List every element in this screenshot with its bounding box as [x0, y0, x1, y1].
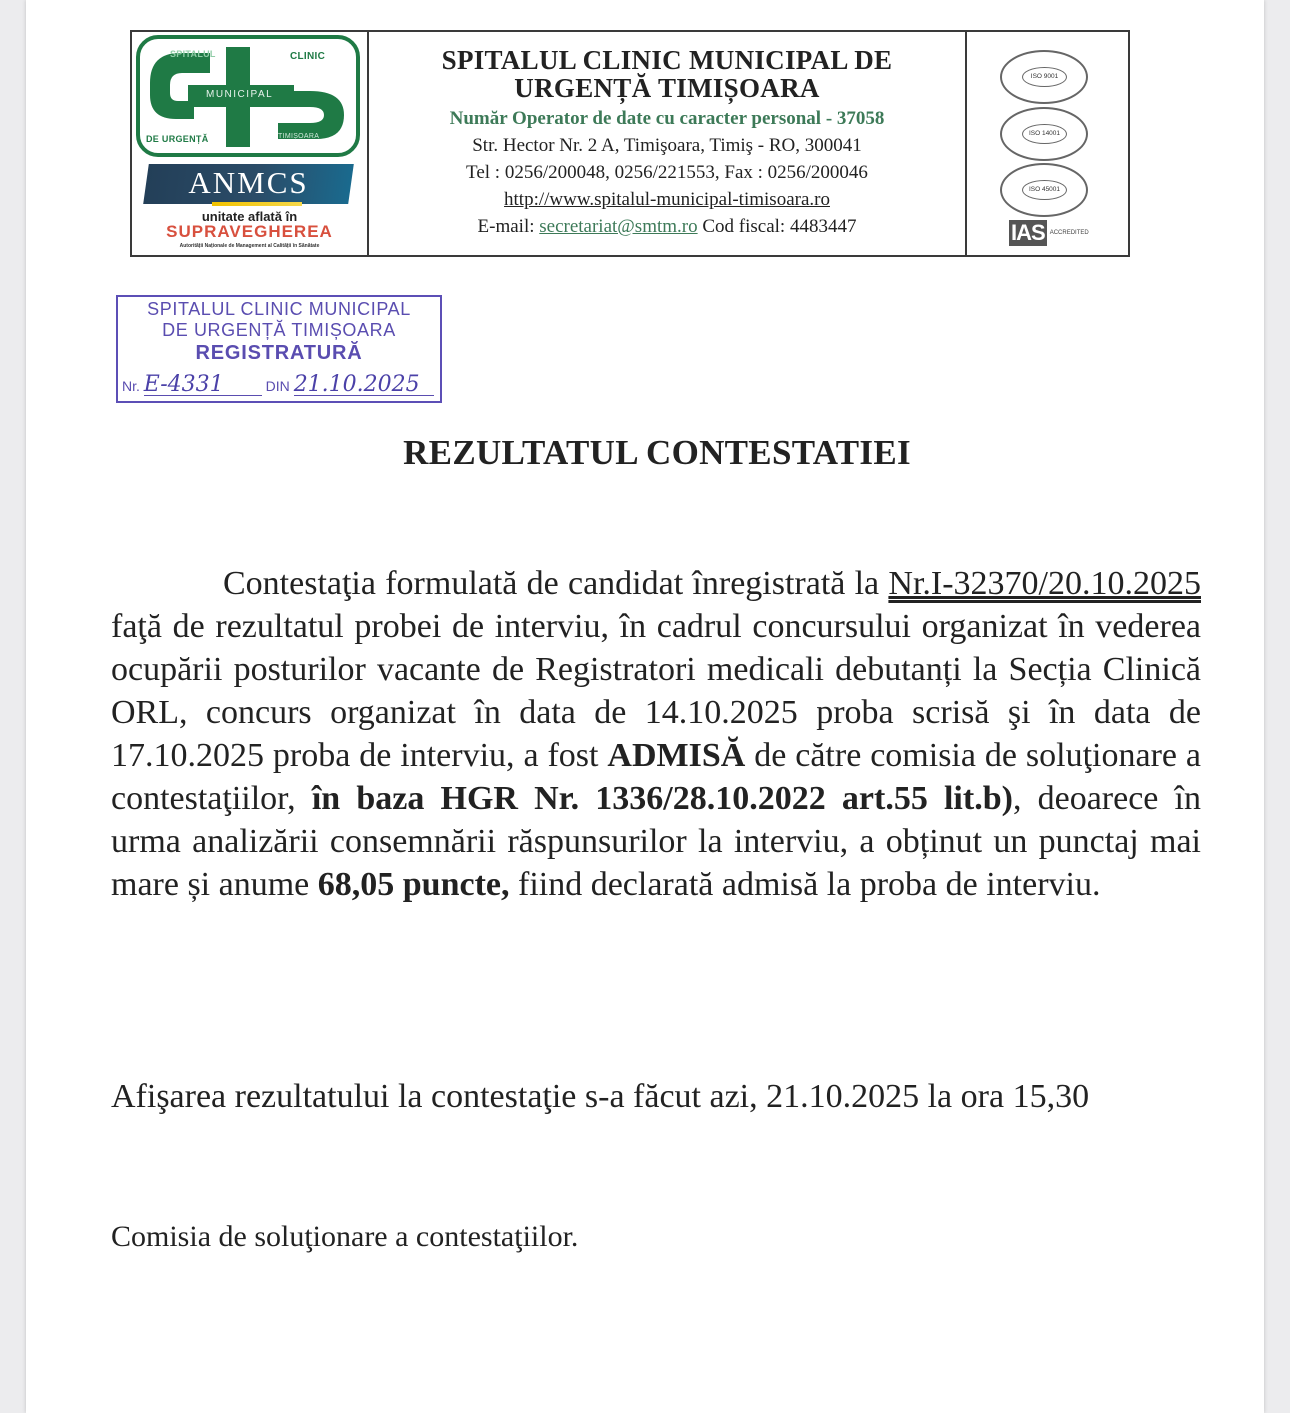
anmcs-logo-text: ANMCS: [188, 165, 309, 200]
hospital-name-line2: URGENȚĂ TIMIȘOARA: [514, 73, 820, 103]
decision-result: ADMISĂ: [607, 737, 746, 774]
iso-14001-label: ISO 14001: [1022, 124, 1067, 144]
stamp-line1: SPITALUL CLINIC MUNICIPAL: [147, 299, 411, 319]
signature-line: Comisia de soluţionare a contestaţiilor.: [111, 1220, 579, 1253]
hospital-logo-block: [132, 32, 369, 255]
logo-text-timisoara: TIMIȘOARA: [278, 133, 320, 140]
hospital-name-line1: SPITALUL CLINIC MUNICIPAL DE: [441, 45, 893, 75]
stamp-line2: DE URGENȚĂ TIMIȘOARA: [162, 320, 396, 340]
legal-basis: în baza HGR Nr. 1336/28.10.2022 art.55 lit.b): [311, 780, 1013, 817]
hospital-phone: Tel : 0256/200048, 0256/221553, Fax : 0256/200046: [466, 162, 868, 183]
para-text-3: de către comisia de soluţionare a contestaţiilor,: [111, 737, 1201, 817]
iso-45001-badge: [1000, 163, 1088, 217]
fiscal-code: Cod fiscal: 4483447: [697, 216, 857, 237]
registry-stamp: [116, 295, 442, 403]
supervision-status: SUPRAVEGHEREA: [166, 222, 333, 241]
hospital-address: Str. Hector Nr. 2 A, Timişoara, Timiş - RO, 300041: [472, 135, 862, 156]
logo-text-spitalul: SPITALUL: [170, 49, 216, 59]
supervision-label: unitate aflată în: [201, 209, 298, 224]
letterhead: [130, 30, 1130, 257]
stamp-registry-label: REGISTRATURĂ: [195, 342, 363, 364]
document-page: [26, 0, 1264, 1413]
para-text-1: Contestaţia formulată de candidat înregistrată la: [223, 565, 889, 602]
logo-text-municipal: MUNICIPAL: [206, 89, 274, 100]
ias-accreditation: [1009, 220, 1089, 246]
email-label: E-mail:: [477, 216, 540, 237]
announcement-line: Afişarea rezultatului la contestaţie s-a făcut azi, 21.10.2025 la ora 15,30: [111, 1078, 1090, 1115]
anmcs-full-name: Autorității Naționale de Management al Calității în Sănătate: [179, 243, 320, 249]
stamp-nr-label: Nr.: [122, 378, 140, 394]
stamp-registry-number: E-4331: [144, 375, 262, 396]
logo-text-clinic: CLINIC: [290, 51, 326, 62]
stamp-din-label: DIN: [265, 378, 290, 394]
iso-9001-label: ISO 9001: [1022, 67, 1067, 87]
iso-9001-badge: [1000, 50, 1088, 104]
certifications: [967, 32, 1128, 255]
data-operator-number: Număr Operator de date cu caracter personal - 37058: [449, 108, 885, 129]
document-title: REZULTATUL CONTESTATIEI: [403, 433, 911, 472]
para-text-2: faţă de rezultatul probei de interviu, în cadrul concursului organizat în vederea ocupării posturilor vacante de Registratori medicali debutanți la Secția Clinică ORL, concurs organizat în data de 14.10.2025 proba scrisă şi în data de 17.10.2025 proba de interviu, a fost: [111, 608, 1201, 774]
iso-14001-badge: [1000, 107, 1088, 161]
logo-text-de-urgenta: DE URGENȚĂ: [146, 134, 209, 144]
contestation-reference: Nr.I-32370/20.10.2025: [888, 565, 1201, 602]
stamp-date: 21.10.2025: [294, 375, 434, 396]
website-link[interactable]: http://www.spitalul-municipal-timisoara.ro: [504, 189, 830, 210]
hospital-logo: [136, 35, 360, 157]
decision-paragraph: [111, 562, 1201, 906]
iso-45001-label: ISO 45001: [1022, 180, 1067, 200]
ias-logo: IAS: [1011, 220, 1045, 245]
score: 68,05 puncte,: [317, 866, 510, 903]
anmcs-accent-bar: [212, 202, 302, 206]
para-text-4: , deoarece în urma analizării consemnării răspunsurilor la interviu, a obținut un punctaj mai mare și anume: [111, 780, 1201, 903]
hospital-info: [369, 32, 967, 255]
email-link[interactable]: secretariat@smtm.ro: [539, 216, 698, 237]
ias-accredited-label: ACCREDITED: [1049, 229, 1089, 236]
para-text-5: fiind declarată admisă la proba de interviu.: [509, 866, 1101, 903]
